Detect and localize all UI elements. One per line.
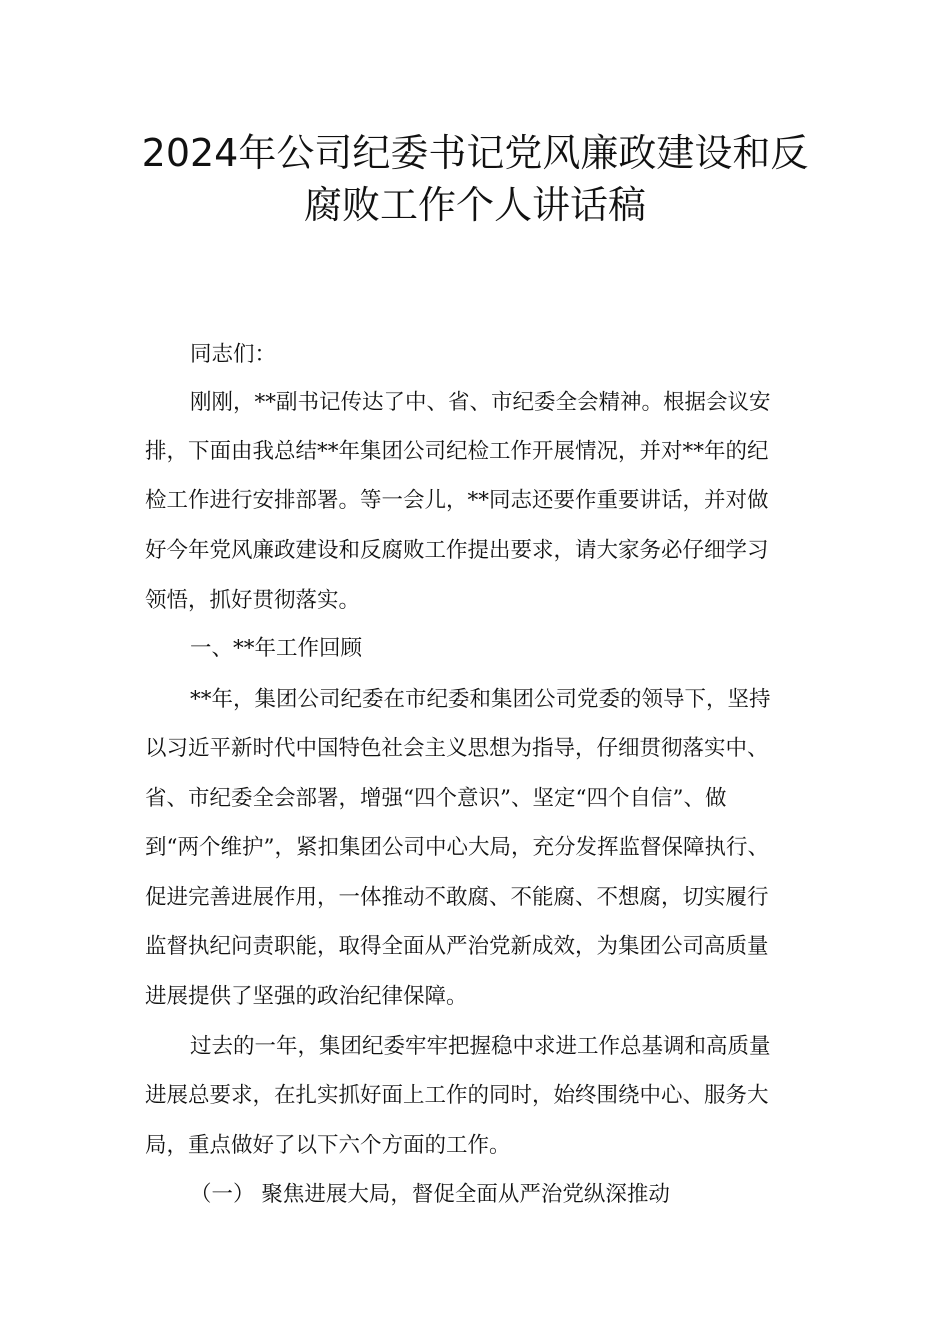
- body-line: 检工作进行安排部署。等一会儿，**同志还要作重要讲话，并对做: [145, 488, 769, 513]
- body-line: 进展提供了坚强的政治纪律保障。: [145, 984, 468, 1009]
- body-line: 进展总要求，在扎实抓好面上工作的同时，始终围绕中心、服务大: [145, 1083, 769, 1108]
- subsection-heading: （一） 聚焦进展大局，督促全面从严治党纵深推动: [190, 1182, 670, 1207]
- body-line: 监督执纪问责职能，取得全面从严治党新成效，为集团公司高质量: [145, 934, 769, 959]
- body-line: 好今年党风廉政建设和反腐败工作提出要求，请大家务必仔细学习: [145, 538, 769, 563]
- body-line: 排，下面由我总结**年集团公司纪检工作开展情况，并对**年的纪: [145, 439, 769, 464]
- document-title-line-1: 2024年公司纪委书记党风廉政建设和反: [141, 131, 809, 175]
- section-heading: 一、**年工作回顾: [190, 636, 363, 661]
- body-line: 到“两个维护”，紧扣集团公司中心大局，充分发挥监督保障执行、: [145, 835, 769, 860]
- body-line: 促进完善进展作用，一体推动不敢腐、不能腐、不想腐，切实履行: [145, 885, 769, 910]
- body-line: 过去的一年，集团纪委牢牢把握稳中求进工作总基调和高质量: [190, 1034, 771, 1059]
- body-line: 局，重点做好了以下六个方面的工作。: [145, 1133, 511, 1158]
- salutation: 同志们：: [190, 342, 277, 367]
- body-line: 以习近平新时代中国特色社会主义思想为指导，仔细贯彻落实中、: [145, 736, 769, 761]
- body-line: 省、市纪委全会部署，增强“四个意识”、坚定“四个自信”、做: [145, 786, 727, 811]
- body-line: 领悟，抓好贯彻落实。: [145, 588, 361, 613]
- body-line: **年，集团公司纪委在市纪委和集团公司党委的领导下，坚持: [190, 687, 771, 712]
- body-line: 刚刚，**副书记传达了中、省、市纪委全会精神。根据会议安: [190, 390, 771, 415]
- document-title-line-2: 腐败工作个人讲话稿: [303, 183, 646, 227]
